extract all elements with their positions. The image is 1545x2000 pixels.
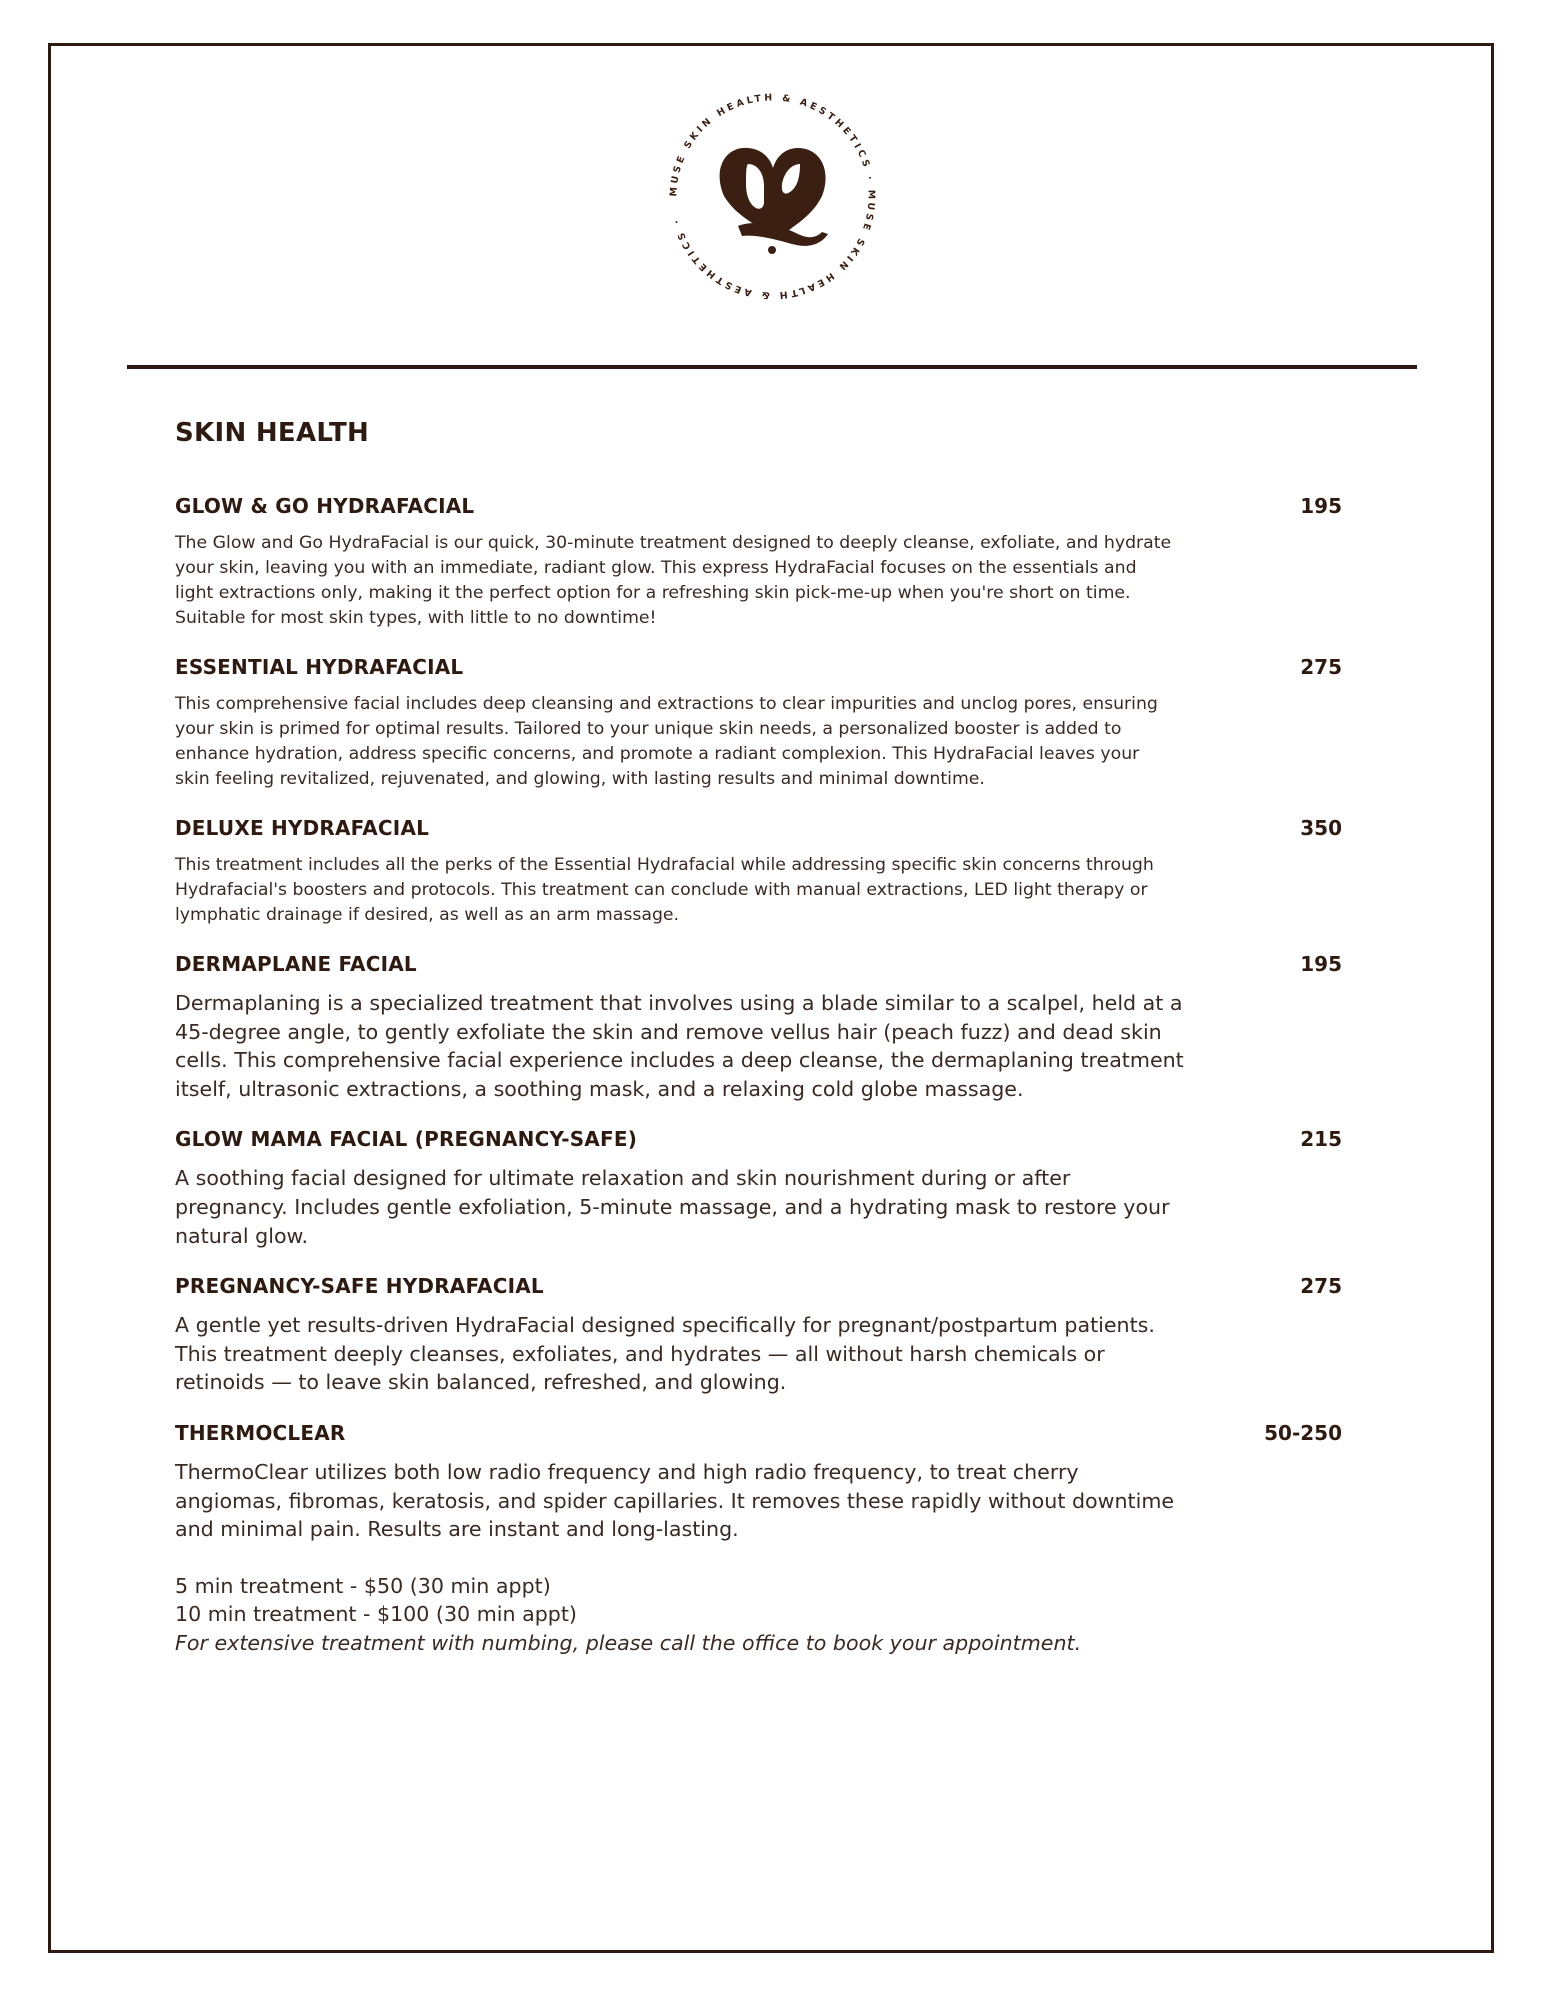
menu-item — [175, 494, 1342, 631]
item-description: Dermaplaning is a specialized treatment that involves using a blade similar to a scalpel, held at a 45-degree angle, to gently exfoliate the skin and remove vellus hair (peach fuzz) and dead skin cells. This comprehensive facial experience includes a deep cleanse, the dermaplaning treatment itself, ultrasonic extractions, a soothing mask, and a relaxing cold globe massage. — [175, 991, 1184, 1101]
item-description: ThermoClear utilizes both low radio frequency and high radio frequency, to treat cherry angiomas, fibromas, keratosis, and spider capillaries. It removes these rapidly without downtime and minimal pain. Results are instant and long-lasting. — [175, 1459, 1175, 1542]
booking-note: For extensive treatment with numbing, please call the office to book your appointment. — [175, 1630, 1082, 1655]
item-name: GLOW & GO HYDRAFACIAL — [175, 494, 475, 518]
menu-item — [175, 1127, 1342, 1250]
item-name: GLOW MAMA FACIAL (PREGNANCY-SAFE) — [175, 1127, 638, 1152]
menu-item — [175, 1421, 1342, 1544]
item-name: PREGNANCY-SAFE HYDRAFACIAL — [175, 1274, 544, 1299]
item-name: ESSENTIAL HYDRAFACIAL — [175, 655, 464, 679]
logo-mark-icon — [660, 84, 885, 309]
item-price: 215 — [1300, 1127, 1342, 1152]
item-price: 195 — [1300, 494, 1342, 518]
item-name: DERMAPLANE FACIAL — [175, 952, 417, 976]
item-description: A gentle yet results-driven HydraFacial designed specifically for pregnant/postpartum patients. This treatment deeply cleanses, exfoliates, and hydrates — all without harsh chemicals or retinoids — to leave skin balanced, refreshed, and glowing. — [175, 1313, 1155, 1395]
menu-item — [175, 952, 1342, 1103]
brand-logo — [660, 84, 885, 309]
item-price: 195 — [1300, 952, 1342, 976]
section-title: SKIN HEALTH — [175, 418, 370, 448]
menu-item — [175, 816, 1342, 928]
item-name: DELUXE HYDRAFACIAL — [175, 816, 430, 840]
menu-content — [175, 418, 1342, 1658]
pricing-notes — [175, 1572, 1342, 1658]
item-description: This comprehensive facial includes deep cleansing and extractions to clear impurities and unclog pores, ensuring your skin is primed for optimal results. Tailored to your unique skin needs, a personalized booster is added to enhance hydration, address specific concerns, and promote a radiant complexion. This HydraFacial leaves your skin feeling revitalized, rejuvenated, and glowing, with lasting results and minimal downtime. — [175, 694, 1158, 789]
menu-item — [175, 1274, 1342, 1397]
item-price: 275 — [1300, 1274, 1342, 1299]
item-description: This treatment includes all the perks of the Essential Hydrafacial while addressing specific skin concerns through Hydrafacial's boosters and protocols. This treatment can conclude with manual extractions, LED light therapy or lymphatic drainage if desired, as well as an arm massage. — [175, 855, 1154, 925]
header-divider — [127, 365, 1417, 369]
item-price: 275 — [1300, 655, 1342, 679]
item-price: 350 — [1300, 816, 1342, 840]
svg-text:MUSE SKIN HEALTH & AESTHETICS: MUSE SKIN HEALTH & AESTHETICS · MUSE SKIN HEALTH & AESTHETICS · — [668, 92, 877, 301]
note-line: 5 min treatment - $50 (30 min appt) — [175, 1573, 551, 1598]
menu-item — [175, 655, 1342, 792]
note-line: 10 min treatment - $100 (30 min appt) — [175, 1602, 577, 1627]
item-description: The Glow and Go HydraFacial is our quick, 30-minute treatment designed to deeply cleanse, exfoliate, and hydrate your skin, leaving you with an immediate, radiant glow. This express HydraFacial focuses on the essentials and light extractions only, making it the perfect option for a refreshing skin pick-me-up when you're short on time. Suitable for most skin types, with little to no downtime! — [175, 533, 1172, 628]
item-description: A soothing facial designed for ultimate relaxation and skin nourishment during or after pregnancy. Includes gentle exfoliation, 5-minute massage, and a hydrating mask to restore your natural glow. — [175, 1166, 1170, 1248]
item-price: 50-250 — [1264, 1420, 1342, 1445]
item-name: THERMOCLEAR — [175, 1420, 346, 1445]
